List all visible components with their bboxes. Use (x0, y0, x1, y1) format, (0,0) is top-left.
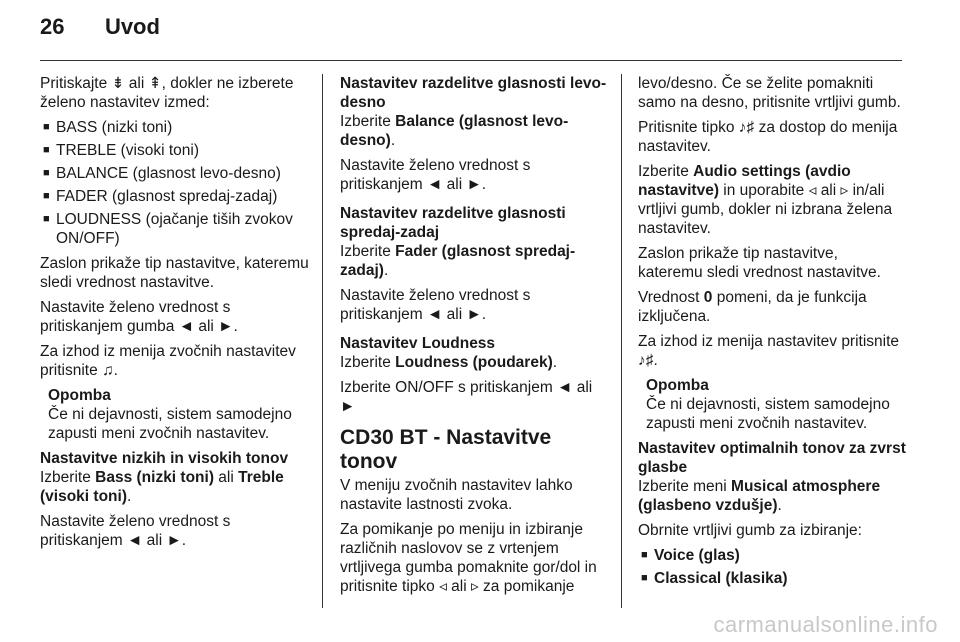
paragraph: Vrednost 0 pomeni, da je funkcija izključena. (638, 289, 867, 325)
paragraph: levo/desno. Če se želite pomakniti samo na desno, pritisnite vrtljivi gumb. (638, 75, 901, 111)
subheading: Nastavitve nizkih in visokih tonov (40, 450, 289, 467)
subheading: Nastavitev razdelitve glasnosti levo-desno (340, 75, 607, 111)
paragraph: Izberite ON/OFF s pritiskanjem ◄ ali ► (340, 379, 593, 415)
watermark: carmanualsonline.info (713, 612, 938, 637)
list-item: ■ Voice (glas) (638, 546, 906, 565)
sound-settings-icon: ♪♯ (738, 119, 755, 136)
note-box (638, 376, 906, 433)
list-item: ■ LOUDNESS (ojačanje tiših zvokov ON/OFF) (40, 210, 310, 248)
subheading: Nastavitev optimalnih tonov za zvrst glasbe (638, 440, 906, 476)
paragraph: Zaslon prikaže tip nastavitve, kateremu sledi vrednost nastavitve. (638, 245, 881, 281)
list-item: ■ Classical (klasika) (638, 569, 906, 588)
music-style-list (638, 546, 906, 588)
note-text: Če ni dejavnosti, sistem samodejno zapusti meni zvočnih nastavitev. (646, 396, 890, 432)
paragraph: Nastavite želeno vrednost s pritiskanjem ◄ ali ►. (340, 157, 531, 193)
page-number: 26 (40, 14, 65, 39)
paragraph: Izberite Loudness (poudarek). (340, 354, 558, 371)
column-divider-2 (621, 74, 622, 608)
paragraph: Nastavite želeno vrednost s pritiskanjem ◄ ali ►. (40, 513, 231, 549)
note-title: Opomba (48, 387, 111, 404)
intro-paragraph: Pritiskajte ⇟ ali ⇞, dokler ne izberete želeno nastavitev izmed: (40, 75, 294, 111)
paragraph: Pritisnite tipko ♪♯ za dostop do menija nastavitev. (638, 119, 898, 155)
paragraph: Izberite Balance (glasnost levo-desno). (340, 113, 569, 149)
column-2 (340, 74, 610, 602)
column-3 (638, 74, 906, 594)
paragraph: Izberite Audio settings (avdio nastavitve) in uporabite ◃ ali ▹ in/ali vrtljivi gumb, dokler ni izbrana želena nastavitev. (638, 163, 893, 237)
column-1 (40, 74, 310, 556)
column-divider-1 (322, 74, 323, 608)
note-title: Opomba (646, 377, 709, 394)
list-item: ■ BALANCE (glasnost levo-desno) (40, 164, 310, 183)
page-header (40, 14, 160, 54)
note-text: Če ni dejavnosti, sistem samodejno zapusti meni zvočnih nastavitev. (48, 406, 292, 442)
note-box (40, 386, 310, 443)
section-heading: CD30 BT - Nastavitve tonov (340, 426, 552, 473)
header-rule (40, 60, 902, 61)
subheading: Nastavitev Loudness (340, 335, 496, 352)
paragraph: Za izhod iz menija zvočnih nastavitev pritisnite ♫. (40, 343, 296, 379)
seek-down-icon: ⇟ (111, 75, 125, 92)
sound-icon: ♫ (102, 362, 114, 379)
list-item: ■ TREBLE (visoki toni) (40, 141, 310, 160)
sound-settings-icon: ♪♯ (638, 352, 654, 369)
paragraph: Izberite Bass (nizki toni) ali Treble (visoki toni). (40, 469, 284, 505)
seek-up-icon: ⇞ (148, 75, 162, 92)
paragraph: Za izhod iz menija nastavitev pritisnite ♪♯. (638, 333, 900, 369)
paragraph: Za pomikanje po meniju in izbiranje različnih naslovov se z vrtenjem vrtljivega gumba pomaknite gor/dol in pritisnite tipko ◃ ali ▹ za pomikanje (340, 521, 597, 595)
list-item: ■ BASS (nizki toni) (40, 118, 310, 137)
list-item: ■ FADER (glasnost spredaj-zadaj) (40, 187, 310, 206)
section-title: Uvod (104, 14, 160, 39)
paragraph: Nastavite želeno vrednost s pritiskanjem ◄ ali ►. (340, 287, 531, 323)
paragraph: Nastavite želeno vrednost s pritiskanjem gumba ◄ ali ►. (40, 299, 238, 335)
paragraph: Izberite Fader (glasnost spredaj-zadaj). (340, 243, 576, 279)
settings-list (40, 118, 310, 248)
subheading: Nastavitev razdelitve glasnosti spredaj-zadaj (340, 205, 566, 241)
paragraph: Obrnite vrtljivi gumb za izbiranje: (638, 522, 862, 539)
paragraph: V meniju zvočnih nastavitev lahko nastavite lastnosti zvoka. (340, 477, 573, 513)
paragraph: Izberite meni Musical atmosphere (glasbeno vzdušje). (638, 478, 881, 514)
paragraph: Zaslon prikaže tip nastavitve, kateremu sledi vrednost nastavitve. (40, 255, 309, 291)
